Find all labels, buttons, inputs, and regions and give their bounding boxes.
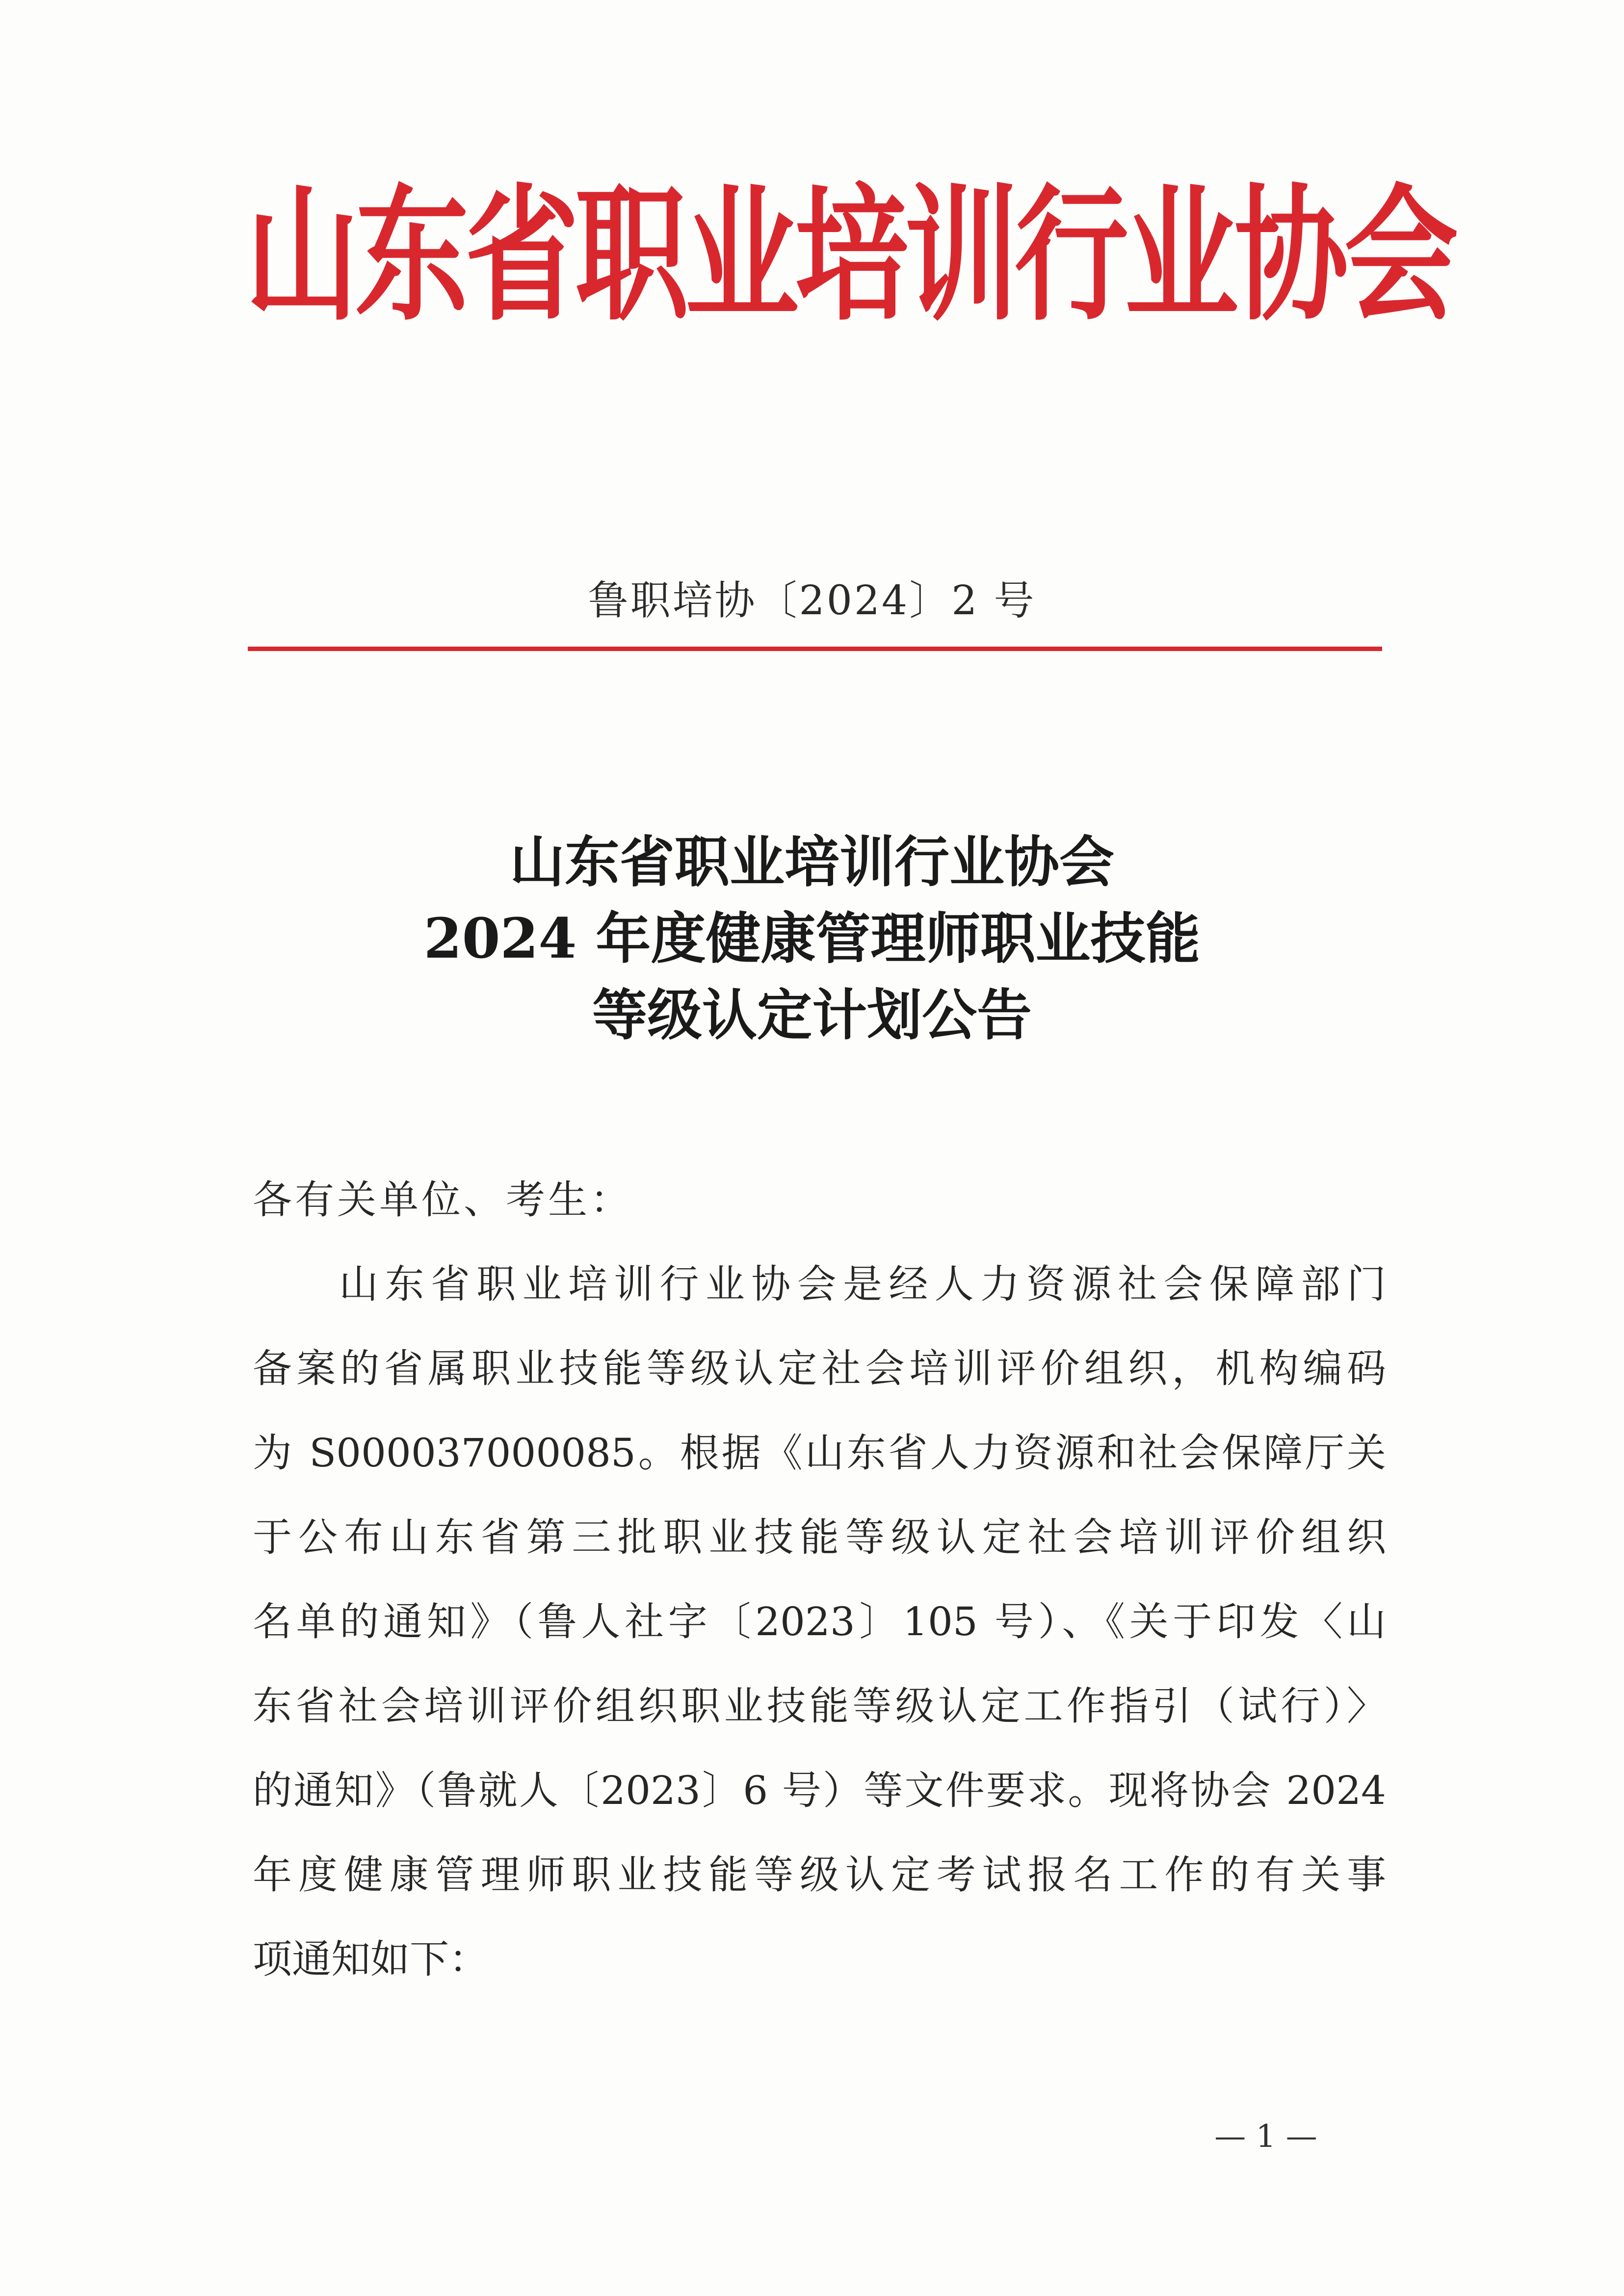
document-number: 鲁职培协〔2024〕2 号 [588, 577, 1036, 624]
red-divider-line [248, 647, 1382, 651]
body-line: 备案的省属职业技能等级认定社会培训评价组织，机构编码 [253, 1346, 1386, 1391]
page-number: — 1 — [1214, 2118, 1317, 2155]
body-line: 的通知》（鲁就人〔2023〕6 号）等文件要求。现将协会 2024 [253, 1768, 1386, 1813]
body-paragraph [253, 1242, 1386, 2002]
salutation: 各有关单位、考生： [253, 1177, 632, 1223]
masthead-title: 山东省职业培训行业协会 [245, 169, 1455, 341]
notice-title-line: 等级认定计划公告 [592, 983, 1032, 1047]
body-line: 年度健康管理师职业技能等级认定考试报名工作的有关事 [253, 1852, 1386, 1898]
body-line: 于公布山东省第三批职业技能等级认定社会培训评价组织 [253, 1514, 1386, 1560]
notice-body [253, 1158, 1386, 2002]
body-line: 项通知如下： [253, 1936, 488, 1982]
notice-title-line: 2024 年度健康管理师职业技能 [423, 907, 1201, 971]
body-line: 名单的通知》（鲁人社字〔2023〕105 号）、《关于印发〈山 [253, 1599, 1386, 1644]
body-line: 为 S000037000085。根据《山东省人力资源和社会保障厅关 [253, 1430, 1386, 1476]
body-line: 山东省职业培训行业协会是经人力资源社会保障部门 [339, 1261, 1386, 1307]
notice-title [0, 824, 1624, 1054]
body-line: 东省社会培训评价组织职业技能等级认定工作指引（试行）〉 [253, 1683, 1386, 1729]
notice-title-line: 山东省职业培训行业协会 [510, 830, 1114, 894]
